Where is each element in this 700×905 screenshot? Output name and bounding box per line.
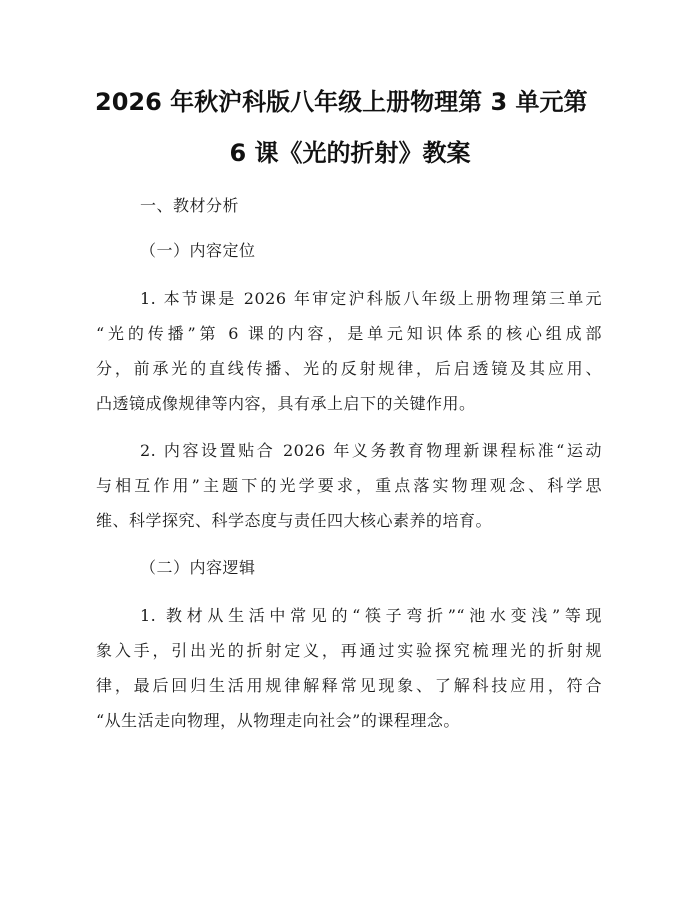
subsection-heading-content-logic: （二）内容逻辑 xyxy=(140,558,256,577)
paragraph-line: 象入手，引出光的折射定义，再通过实验探究梳理光的折射规 xyxy=(96,641,602,660)
paragraph-line: 律，最后回归生活用规律解释常见现象、了解科技应用，符合 xyxy=(96,676,602,695)
paragraph-line: 1. 教材从生活中常见的“筷子弯折”“池水变浅”等现 xyxy=(140,606,602,625)
paragraph-line: “从生活走向物理，从物理走向社会”的课程理念。 xyxy=(96,711,460,730)
paragraph-line: 2. 内容设置贴合 2026 年义务教育物理新课程标准“运动 xyxy=(140,441,602,460)
paragraph-line: 凸透镜成像规律等内容，具有承上启下的关键作用。 xyxy=(96,394,476,413)
paragraph-line: “光的传播”第 6 课的内容，是单元知识体系的核心组成部 xyxy=(96,324,602,343)
paragraph-line: 1. 本节课是 2026 年审定沪科版八年级上册物理第三单元 xyxy=(140,289,602,308)
paragraph-line: 维、科学探究、科学态度与责任四大核心素养的培育。 xyxy=(96,511,493,530)
document-title-line-2: 6 课《光的折射》教案 xyxy=(229,139,471,167)
subsection-heading-content-positioning: （一）内容定位 xyxy=(140,241,256,260)
section-heading-materials-analysis: 一、教材分析 xyxy=(140,196,240,215)
paragraph-line: 与相互作用”主题下的光学要求，重点落实物理观念、科学思 xyxy=(96,476,602,495)
document-title-line-1: 2026 年秋沪科版八年级上册物理第 3 单元第 xyxy=(95,88,588,116)
paragraph-line: 分，前承光的直线传播、光的反射规律，后启透镜及其应用、 xyxy=(96,359,602,378)
